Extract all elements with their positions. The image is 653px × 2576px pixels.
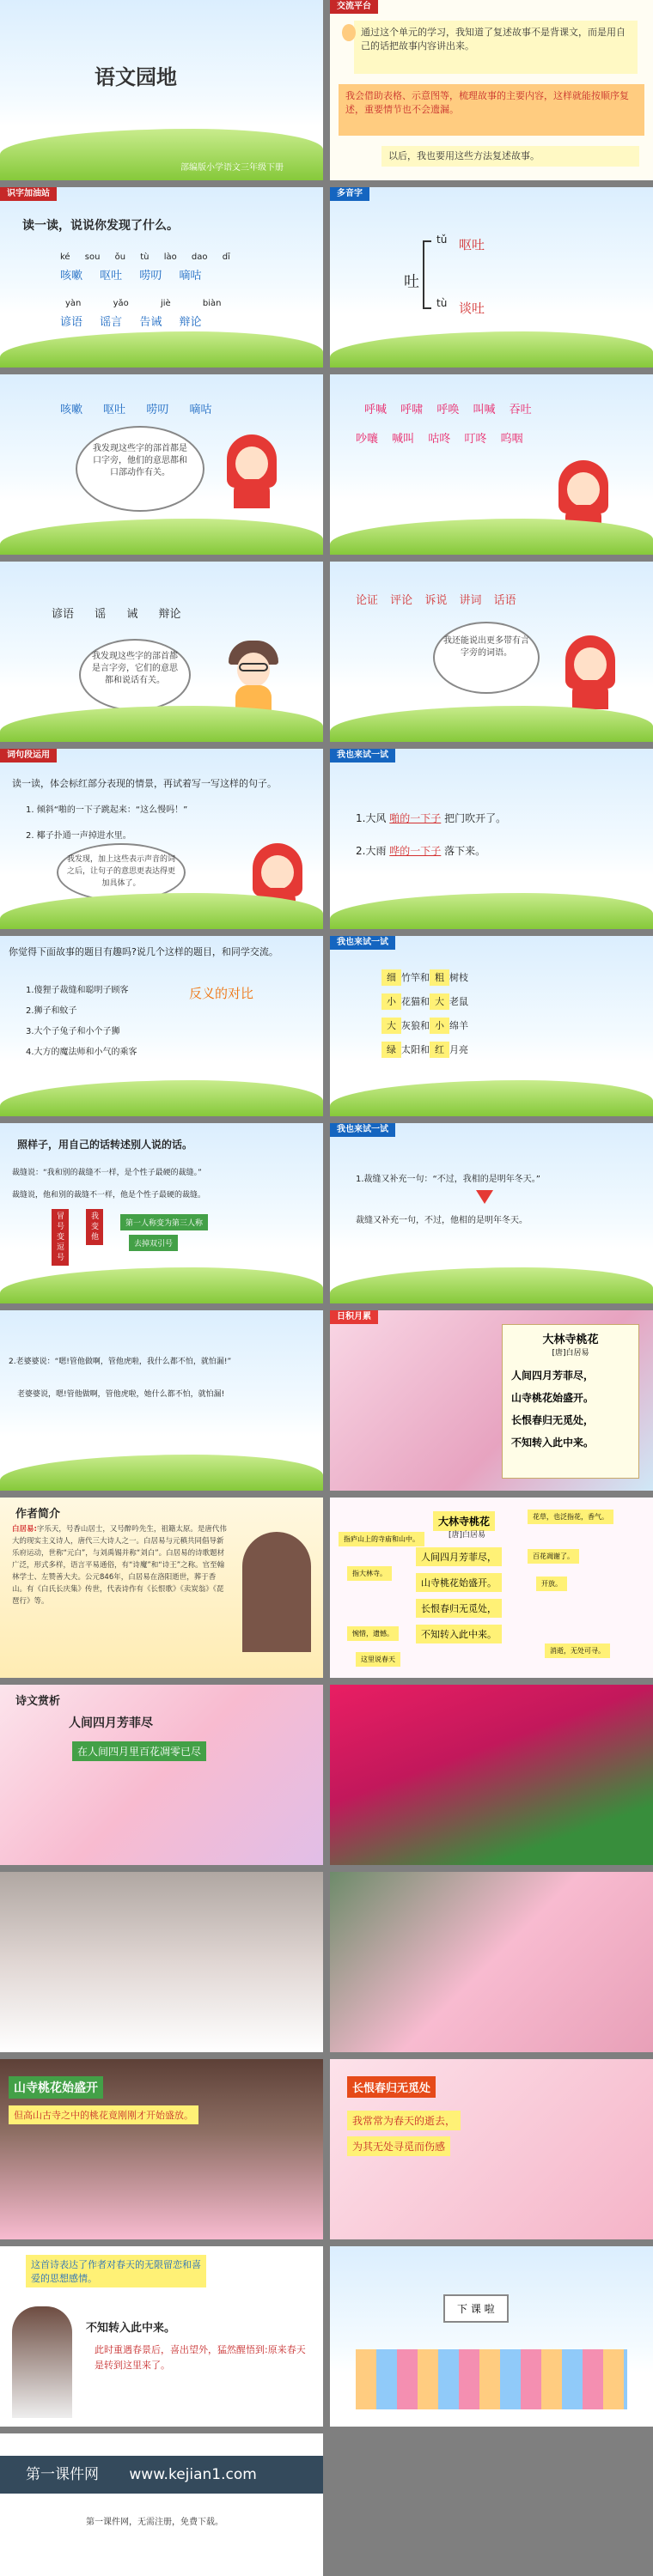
poem-line: 人间四月芳菲尽 — [69, 1716, 153, 1730]
poem-line: 不知转入此中来。 — [511, 1437, 595, 1449]
note-4: 开放。 — [536, 1577, 567, 1591]
question: 读一读，体会标红部分表现的情景，再试着写一写这样的句子。 — [12, 778, 277, 789]
girl-icon — [560, 635, 620, 709]
grass — [0, 519, 323, 555]
slide-sentence-use — [0, 749, 323, 929]
slide-speech-words — [0, 562, 323, 742]
section-tag: 我也来试一试 — [330, 749, 395, 762]
arrow-down-icon — [476, 1190, 493, 1204]
thought-cloud: 我发现，加上这些表示声音的词之后，让句子的意思更表达得更加具体了。 — [57, 843, 186, 902]
poem-line-1: 人间四月芳菲尽， — [416, 1547, 502, 1566]
brace — [423, 240, 431, 309]
poem-line: 长恨春归无觅处， — [511, 1414, 595, 1426]
grass — [330, 519, 653, 555]
class-over-sign: 下 课 啦 — [443, 2294, 509, 2323]
slide-title-text: 语文园地 — [95, 65, 177, 89]
kid-icon — [342, 24, 356, 41]
word-row: 谚语 谣 诫 辩论 — [52, 608, 181, 621]
slide-literacy — [0, 187, 323, 368]
slide-subtitle: 部编版小学语文三年级下册 — [180, 163, 284, 173]
explanation-2: 为其无处寻觅而伤感 — [347, 2136, 450, 2156]
poem-line: 山寺桃花始盛开 — [9, 2076, 103, 2099]
label-quotes: 去掉双引号 — [129, 1235, 178, 1251]
poem-title: 大林寺桃花 — [433, 1511, 495, 1531]
word-row-2: 谚语 谣言 告诫 辩论 — [60, 316, 202, 329]
slide-exchange — [330, 0, 653, 180]
side-label-1: 冒号变逗号 — [52, 1209, 69, 1266]
contrast-note: 反义的对比 — [189, 986, 254, 1001]
note-3: 百花凋谢了。 — [528, 1549, 579, 1564]
slide-speech-more — [330, 562, 653, 742]
line-1: 裁缝说：“我和别的裁缝不一样，是个性子最硬的裁缝。” — [12, 1169, 202, 1177]
slide-appreciation-3 — [330, 2059, 653, 2239]
section-tag: 词句段运用 — [0, 749, 57, 762]
row-4: 绿 太阳和 红 月亮 — [381, 1042, 468, 1056]
pinyin-row-1: ké sou ǒu tù lào dao dī — [60, 252, 230, 262]
slide-retell — [0, 1123, 323, 1303]
girl-icon — [222, 434, 282, 508]
poet-portrait — [242, 1532, 311, 1652]
poem-author: [唐]白居易 — [552, 1349, 589, 1358]
story-2: 2.狮子和蚊子 — [26, 1006, 77, 1016]
story-1: 1.傻狸子裁缝和聪明子顾客 — [26, 986, 129, 995]
section-tag: 多音字 — [330, 187, 369, 201]
grass — [0, 1267, 323, 1303]
paragraph-1: 通过这个单元的学习，我知道了复述故事不是背课文，而是用自己的话把故事内容讲出来。 — [354, 21, 638, 74]
explanation-1: 我常常为春天的逝去， — [347, 2111, 461, 2130]
slide-mouth-words — [0, 374, 323, 555]
footer-brand: 第一课件网 — [26, 2466, 99, 2483]
side-label-2: 我变他 — [86, 1209, 103, 1245]
slide-appreciation-2 — [0, 2059, 323, 2239]
section-title: 作者简介 — [15, 1508, 61, 1521]
section-title: 诗文赏析 — [15, 1695, 61, 1708]
paragraph-2: 我会借助表格、示意图等，梳理故事的主要内容，这样就能按顺序复述，重要情节也不会遗漏。 — [339, 84, 644, 136]
explanation: 但高山古寺之中的桃花竟刚刚才开始盛放。 — [9, 2105, 198, 2124]
polyphone-char: 吐 — [404, 273, 419, 291]
pinyin-row-2: yàn yǎo jiè biàn — [65, 299, 222, 308]
slide-retell-2 — [0, 1310, 323, 1491]
thought-cloud: 我还能说出更多带有言字旁的词语。 — [433, 622, 540, 694]
grass — [0, 331, 323, 368]
footer-note: 第一课件网，无需注册，免费下载。 — [86, 2518, 223, 2527]
slide-author — [0, 1498, 323, 1678]
sentence-2: 2. 椰子扑通一声掉进水里。 — [26, 831, 131, 841]
word-row: 论证 评论 诉说 讲词 话语 — [356, 594, 516, 607]
sentence-1: 1.大风 啪的一下子 把门吹开了。 — [356, 812, 507, 824]
pinyin-2: tù — [436, 297, 448, 309]
sentence-2: 2.大雨 哗的一下子 落下来。 — [356, 845, 486, 857]
row-2: 小 花猫和 大 老鼠 — [381, 994, 468, 1008]
grass — [330, 331, 653, 368]
flower-photo-2 — [0, 1872, 323, 2052]
poem-author: [唐]白居易 — [449, 1531, 486, 1540]
note-5: 惋惜，遗憾。 — [347, 1626, 399, 1641]
sentence-1: 1. 倾斜“啪的一下子跳起来：“这么慢吗！” — [26, 805, 188, 815]
explanation: 在人间四月里百花凋零已尽 — [72, 1741, 206, 1761]
poet-figure — [12, 2306, 72, 2418]
slide-try-3 — [330, 1123, 653, 1303]
poem-line-4: 不知转入此中来。 — [416, 1625, 502, 1643]
poem-line: 长恨春归无觅处 — [347, 2076, 436, 2098]
poem-line: 人间四月芳菲尽， — [511, 1370, 595, 1382]
poem-line-3: 长恨春归无觅处， — [416, 1599, 502, 1618]
summary: 这首诗表达了作者对春天的无限留恋和喜爱的思想感情。 — [26, 2255, 206, 2287]
slide-poem-notes — [330, 1498, 653, 1678]
boy-icon — [223, 641, 284, 714]
section-tag: 日积月累 — [330, 1310, 378, 1324]
story-3: 3.大个子兔子和小个子狮 — [26, 1027, 120, 1036]
children-illustration — [356, 2349, 627, 2409]
pinyin-1: tǔ — [436, 234, 448, 246]
note-8: 这里说春天 — [356, 1652, 400, 1667]
line-1: 1.裁缝又补充一句：“不过，我相的是明年冬天。” — [356, 1175, 540, 1184]
poem-title: 大林寺桃花 — [542, 1334, 599, 1346]
line-1: 2.老婆婆说：“嗯!管他做啊，管他虎啦，我什么都不怕，就怕漏!” — [9, 1358, 232, 1366]
slide-title-fun — [0, 936, 323, 1116]
slide-summary — [0, 2246, 323, 2427]
grass — [0, 706, 323, 742]
note-7: 花草，也泛指花，香气。 — [528, 1510, 613, 1524]
slide-try-1 — [330, 749, 653, 929]
label-person: 第一人称变为第三人称 — [120, 1214, 208, 1230]
slide-polyphone — [330, 187, 653, 368]
line-2: 裁缝又补充一句，不过，他相的是明年冬天。 — [356, 1216, 528, 1225]
story-4: 4.大方的魔法师和小气的乘客 — [26, 1048, 137, 1057]
word-row-1: 呼喊 呼啸 呼唤 叫喊 吞吐 — [364, 404, 532, 416]
section-tag: 识字加油站 — [0, 187, 57, 201]
grass — [0, 129, 323, 180]
grass — [330, 1080, 653, 1116]
author-bio: 白居易:字乐天，号香山居士，又号醉吟先生，祖籍太原。是唐代伟大的现实主义诗人，唐代三大诗人之一。白居易与元稹共同倡导新乐府运动，世称“元白”，与刘禹锡并称“刘白”。白居易的诗歌题材广泛，形式多样，语言平易通俗，有“诗魔”和“诗王”之称。官至翰林学士、左赞善大夫。公元846年，白居易在洛阳逝世，葬于香山。有《白氏长庆集》传世，代表诗作有《长恨歌》《卖炭翁》《琵琶行》等。 — [12, 1525, 227, 1606]
slide-poem — [330, 1310, 653, 1491]
grass — [330, 706, 653, 742]
word-row-2: 吵嚷 喊叫 咕咚 叮咚 呜咽 — [356, 433, 523, 446]
grass — [330, 893, 653, 929]
line-2: 裁缝说，他和别的裁缝不一样，他是个性子最硬的裁缝。 — [12, 1191, 206, 1200]
footer — [0, 2433, 323, 2576]
row-3: 大 灰狼和 小 绵羊 — [381, 1018, 468, 1032]
grass — [0, 893, 323, 929]
slide-try-2 — [330, 936, 653, 1116]
line-2: 老婆婆说，嗯!管他做啊，管他虎啦，她什么都不怕，就怕漏! — [17, 1390, 225, 1399]
section-tag: 交流平台 — [330, 0, 378, 14]
slide-class-over — [330, 2246, 653, 2427]
question: 你觉得下面故事的题目有趣吗?说几个这样的题目，和同学交流。 — [9, 946, 278, 957]
slide-title — [0, 0, 323, 180]
explanation: 此时重遇春景后，喜出望外，猛然醒悟到:原来春天是转到这里来了。 — [95, 2344, 306, 2371]
word-1: 呕吐 — [459, 237, 485, 252]
flower-photo-3 — [330, 1872, 653, 2052]
question: 读一读，说说你发现了什么。 — [22, 219, 179, 233]
poem-line: 山寺桃花始盛开。 — [511, 1392, 595, 1404]
poem-scroll — [502, 1324, 639, 1479]
paragraph-3: 以后，我也要用这些方法复述故事。 — [381, 146, 639, 167]
footer-banner — [0, 2456, 323, 2494]
word-row-1: 咳嗽 呕吐 唠叨 嘀咕 — [60, 270, 202, 283]
note-1: 指庐山上的寺庙和山中。 — [339, 1532, 424, 1546]
note-6: 消逝，无处可寻。 — [545, 1643, 610, 1658]
thought-cloud: 我发现这些字的部首都是言字旁，它们的意思都和说话有关。 — [79, 639, 191, 711]
poem-line-2: 山寺桃花始盛开。 — [416, 1573, 502, 1592]
slide-appreciation-1 — [0, 1685, 323, 1865]
section-tag: 我也来试一试 — [330, 1123, 395, 1137]
thought-cloud: 我发现这些字的部首都是口字旁，他们的意思都和口部动作有关。 — [76, 426, 204, 512]
question: 照样子，用自己的话转述别人说的话。 — [17, 1139, 193, 1151]
grass — [0, 1455, 323, 1491]
poem-line: 不知转入此中来。 — [86, 2322, 176, 2335]
footer-url[interactable]: www.kejian1.com — [129, 2466, 257, 2483]
row-1: 细 竹竿和 粗 树枝 — [381, 970, 468, 984]
slide-more-words — [330, 374, 653, 555]
word-row: 咳嗽 呕吐 唠叨 嘀咕 — [60, 404, 212, 416]
section-tag: 我也来试一试 — [330, 936, 395, 950]
grass — [0, 1080, 323, 1116]
grass — [330, 1267, 653, 1303]
note-2: 指大林寺。 — [347, 1566, 392, 1581]
flower-photo-1 — [330, 1685, 653, 1865]
word-2: 谈吐 — [459, 301, 485, 316]
